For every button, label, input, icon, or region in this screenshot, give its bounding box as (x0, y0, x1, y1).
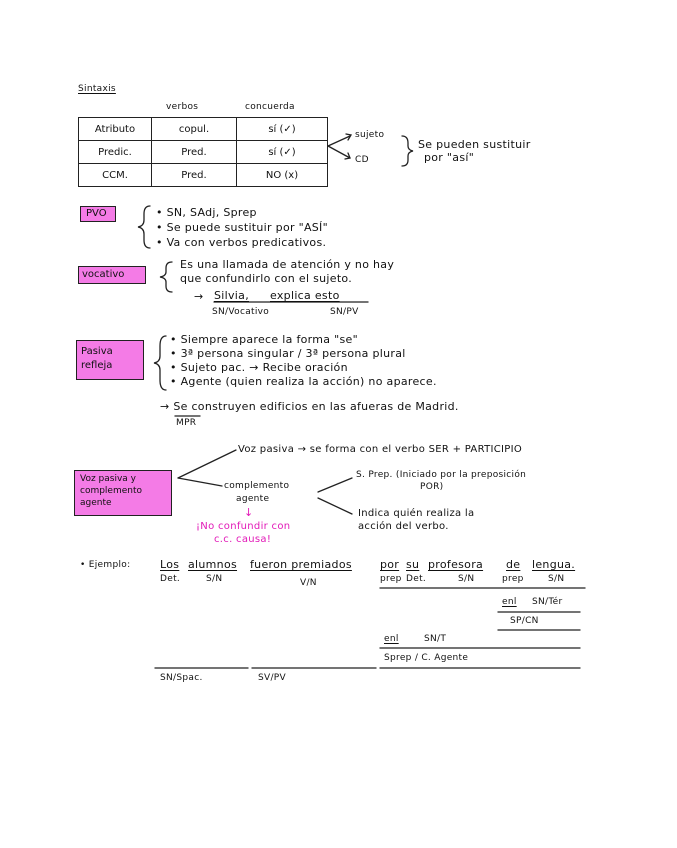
pasiva-item-3: • Sujeto pac. → Recibe oración (170, 361, 348, 374)
ejemplo-tag: enl (502, 597, 517, 607)
vocativo-example-b: explica esto (270, 289, 340, 302)
table-header-concuerda: concuerda (245, 102, 295, 112)
ejemplo-tag: SN/Tér (532, 597, 563, 607)
pvo-label: PVO (86, 208, 107, 219)
table-cell: sí (✓) (237, 141, 328, 164)
ejemplo-tag: S/N (206, 574, 223, 584)
brace-vocativo (160, 262, 172, 292)
table-cell: Predic. (79, 141, 152, 164)
ejemplo-tag: enl (384, 634, 399, 644)
ejemplo-tag: Det. (160, 574, 181, 584)
ejemplo-tag: V/N (300, 578, 317, 588)
table-cell: sí (✓) (237, 118, 328, 141)
table-header-verbos: verbos (166, 102, 199, 112)
branch-voz-pasiva (178, 450, 236, 478)
pasiva-example-tag: MPR (176, 418, 197, 428)
ejemplo-word-fueron-premiados: fueron premiados (250, 558, 352, 571)
vocativo-label: vocativo (82, 269, 125, 280)
table-cell: Atributo (79, 118, 152, 141)
ejemplo-word-profesora: profesora (428, 558, 484, 571)
vocativo-line-1: Es una llamada de atención y no hay (180, 258, 395, 271)
voz-pasiva-label-1: Voz pasiva y (80, 474, 136, 484)
brace-pvo (138, 206, 150, 248)
pasiva-example: → Se construyen edificios en las afueras de Madrid. (160, 400, 459, 413)
ejemplo-label: • Ejemplo: (80, 560, 131, 570)
table-cell: Pred. (152, 141, 237, 164)
ejemplo-tag: SV/PV (258, 673, 286, 683)
vocativo-line-2: que confundirlo con el sujeto. (180, 272, 353, 285)
ejemplo-tag: Det. (406, 574, 427, 584)
pasiva-refleja-label-2: refleja (81, 360, 113, 371)
branch-indica (318, 498, 352, 514)
vocativo-tag-a: SN/Vocativo (212, 307, 270, 317)
warning-line-1: ¡No confundir con (196, 521, 291, 532)
table-cell: Pred. (152, 164, 237, 187)
sprep-line-1: S. Prep. (Iniciado por la preposición (356, 470, 527, 480)
complemento-label-2: agente (236, 494, 270, 504)
vocativo-example-a: Silvia, (214, 289, 249, 302)
ejemplo-tag: Sprep / C. Agente (384, 653, 469, 663)
ejemplo-tag: SN/Spac. (160, 673, 203, 683)
indica-line-1: Indica quién realiza la (358, 508, 475, 519)
pvo-item-3: • Va con verbos predicativos. (156, 236, 327, 249)
cd-label: CD (355, 155, 369, 165)
voz-pasiva-branch-1: Voz pasiva → se forma con el verbo SER + PARTICIPIO (238, 444, 523, 455)
sprep-line-2: POR) (420, 482, 444, 492)
arrow-icon: → (194, 290, 204, 303)
pasiva-refleja-label-1: Pasiva (81, 346, 113, 357)
brace-pasiva (154, 336, 166, 390)
indica-line-2: acción del verbo. (358, 521, 449, 532)
ejemplo-word-por: por (380, 558, 400, 571)
sustituir-note-1: Se pueden sustituir (418, 138, 531, 151)
ejemplo-word-los: Los (160, 558, 180, 571)
pvo-item-2: • Se puede sustituir por "ASÍ" (156, 221, 328, 234)
ejemplo-tag: prep (380, 574, 402, 584)
table-cell: NO (x) (237, 164, 328, 187)
branch-sprep (318, 478, 352, 492)
complemento-label-1: complemento (224, 481, 290, 491)
pasiva-item-1: • Siempre aparece la forma "se" (170, 333, 358, 346)
voz-pasiva-label-2: complemento (80, 486, 143, 496)
table-cell: copul. (152, 118, 237, 141)
ejemplo-word-de: de (506, 558, 521, 571)
vocativo-tag-b: SN/PV (330, 307, 359, 317)
arrow-down-icon: ↓ (244, 506, 254, 519)
voz-pasiva-label-3: agente (80, 498, 112, 508)
ejemplo-tag: SN/T (424, 634, 447, 644)
ejemplo-word-alumnos: alumnos (188, 558, 238, 571)
arrow-to-sujeto (328, 136, 350, 146)
page-title: Sintaxis (78, 84, 116, 94)
pvo-item-1: • SN, SAdj, Sprep (156, 206, 257, 219)
table-cell: CCM. (79, 164, 152, 187)
ejemplo-tag: prep (502, 574, 524, 584)
branch-complemento (178, 478, 222, 486)
pasiva-item-4: • Agente (quien realiza la acción) no aparece. (170, 375, 437, 388)
sustituir-note-2: por "así" (424, 151, 475, 164)
ejemplo-tag: S/N (458, 574, 475, 584)
ejemplo-tag: S/N (548, 574, 565, 584)
ejemplo-tag: SP/CN (510, 616, 539, 626)
arrow-to-cd (328, 146, 350, 158)
ejemplo-word-su: su (406, 558, 420, 571)
ejemplo-word-lengua: lengua. (532, 558, 576, 571)
pasiva-item-2: • 3ª persona singular / 3ª persona plural (170, 347, 406, 360)
brace (402, 136, 413, 166)
warning-line-2: c.c. causa! (214, 534, 272, 545)
sujeto-label: sujeto (355, 130, 385, 140)
